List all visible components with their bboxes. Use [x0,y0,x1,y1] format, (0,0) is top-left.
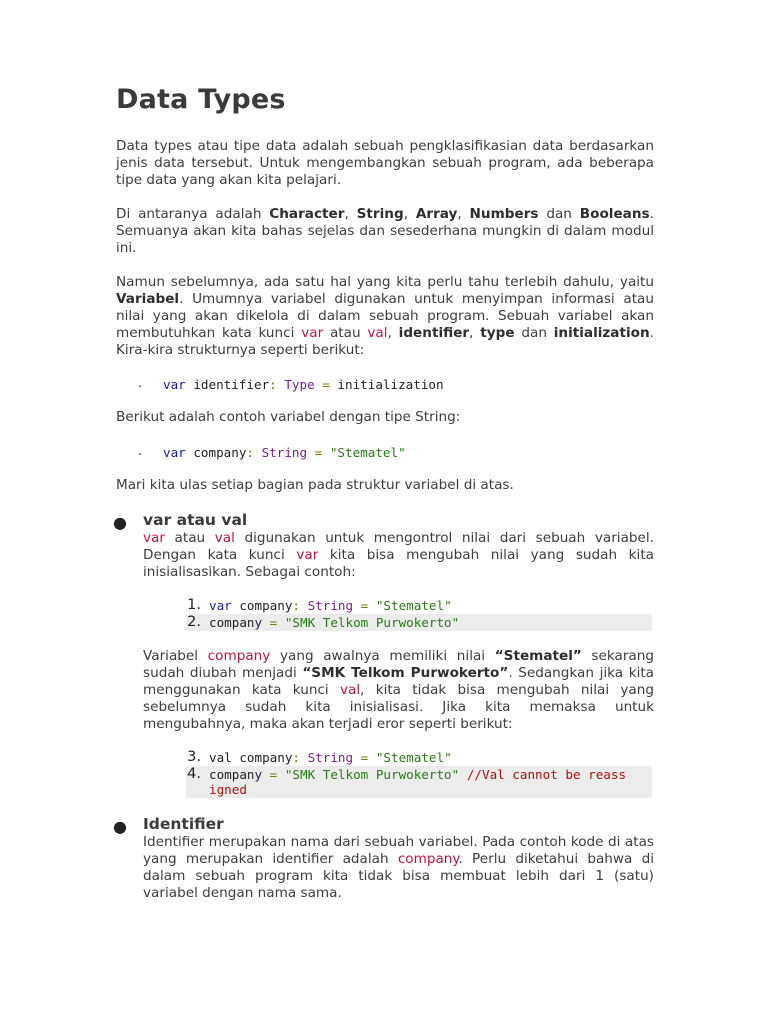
code-identifier: company [209,767,263,782]
term-identifier: identifier [398,325,470,341]
code-identifier: company [209,615,263,630]
example-intro: Berikut adalah contoh variabel dengan tipe String: [116,409,461,425]
code-example [163,445,406,460]
identifier-paragraph [143,834,654,902]
text: , [469,325,481,341]
code-value: "Stematel" [368,750,452,765]
code-type: String [300,750,354,765]
keyword-var: var [143,530,165,546]
intro-paragraph: Data types atau tipe data adalah sebuah pengklasifikasian data berdasarkan jenis data tersebut. Untuk mengembangkan sebuah program, ada beberapa tipe data yang akan kita pelajari. [116,138,654,188]
line-number: 3. [187,749,201,765]
code-identifier: company [231,598,293,613]
term-initialization: initialization [553,325,650,341]
types-paragraph [116,206,654,257]
text: atau [323,325,368,341]
section-bullet: ● [113,817,127,836]
code-equals: = [353,598,369,613]
code-keyword: var [209,598,232,613]
term-character: Character [269,206,345,222]
text: . Sedangkan jika kita menggunakan kata kunci [143,665,654,698]
code-structure [163,377,444,392]
text: , [457,206,470,222]
code-line [209,767,626,782]
page-title: Data Types [116,84,286,115]
term-type: type [480,325,515,341]
code-bullet: . [138,444,143,459]
text: dan [538,206,580,222]
text: Variabel [143,648,208,664]
text: . Perlu diketahui bahwa di dalam sebuah program kita tidak bisa membuat lebih dari 1 (satu) variabel dengan nama sama. [143,851,654,901]
text: , [403,206,416,222]
section-heading-identifier: Identifier [143,815,224,833]
code-value: "SMK Telkom Purwokerto" [277,767,460,782]
text: dan [514,325,554,341]
text: atau [164,530,215,546]
code-line [209,615,459,630]
code-identifier: company [185,445,247,460]
code-type: String [254,445,308,460]
code-line [209,750,452,765]
keyword-val: val [214,530,235,546]
term-string: String [356,206,404,222]
code-equals: = [314,377,330,392]
section-bullet: ● [113,513,127,532]
company-paragraph [143,648,654,733]
keyword-company: company [397,851,459,867]
text: digunakan untuk mengontrol nilai dari sebuah variabel. Dengan kata kunci [143,530,654,563]
code-value: "Stematel" [322,445,406,460]
text: . Kira-kira strukturnya seperti berikut: [116,325,654,358]
keyword-company: company [207,648,271,664]
keyword-val: val [339,682,361,698]
review-intro: Mari kita ulas setiap bagian pada struktur variabel di atas. [116,477,514,493]
text: . Semuanya akan kita bahas sejelas dan sesederhana mungkin di dalam modul ini. [116,206,654,256]
code-bullet: . [138,376,143,391]
code-colon: : [292,750,301,765]
code-value: "SMK Telkom Purwokerto" [277,615,460,630]
code-equals: = [262,767,278,782]
text: . Umumnya variabel digunakan untuk menyimpan informasi atau nilai yang akan dikelola di dalam sebuah program. Sebuah variabel akan membutuhkan kata kunci [116,291,654,341]
term-array: Array [415,206,458,222]
code-equals: = [307,445,323,460]
code-colon: : [246,445,255,460]
keyword-val: val [367,325,388,341]
term-variabel: Variabel [116,291,180,307]
var-val-paragraph [143,530,654,581]
code-keyword: val [209,750,232,765]
code-value: "Stematel" [368,598,452,613]
code-type: String [300,598,354,613]
line-number: 1. [187,597,201,613]
code-equals: = [353,750,369,765]
code-line-wrap [209,782,247,797]
code-equals: = [262,615,278,630]
text: Identifier merupakan nama dari sebuah variabel. Pada contoh kode di atas yang merupakan identifier adalah [143,834,654,867]
code-comment: igned [209,782,247,797]
code-keyword: var [163,445,186,460]
variable-paragraph [116,274,654,359]
text: Namun sebelumnya, ada satu hal yang kita perlu tahu terlebih dahulu, yaitu [116,274,654,290]
term-booleans: Booleans [579,206,650,222]
code-keyword: var [163,377,186,392]
code-value: initialization [329,377,444,392]
text: kita bisa mengubah nilai yang sudah kita inisialisasikan. Sebagai contoh: [143,547,654,580]
term-numbers: Numbers [469,206,539,222]
code-identifier: identifier [185,377,270,392]
text: , [387,325,399,341]
code-colon: : [269,377,277,392]
value-stematel: “Stematel” [494,648,582,664]
code-line [209,598,452,613]
line-number: 4. [187,766,201,782]
section-heading-var-val: var atau val [143,511,248,529]
line-number: 2. [187,614,201,630]
code-colon: : [292,598,301,613]
value-smk: “SMK Telkom Purwokerto” [302,665,509,681]
text: sekarang sudah diubah menjadi [143,648,655,681]
text: , kita tidak bisa mengubah nilai yang sebelumnya sudah kita inisialisasi. Jika kita memaksa untuk mengubahnya, maka akan terjadi eror seperti berikut: [143,682,654,732]
keyword-var: var [296,547,319,563]
text: yang awalnya memiliki nilai [270,648,495,664]
code-type: Type [276,377,315,392]
text: Di antaranya adalah [116,206,270,222]
code-comment: //Val cannot be reass [459,767,627,782]
text: , [344,206,357,222]
keyword-var: var [301,325,324,341]
code-identifier: company [231,750,293,765]
